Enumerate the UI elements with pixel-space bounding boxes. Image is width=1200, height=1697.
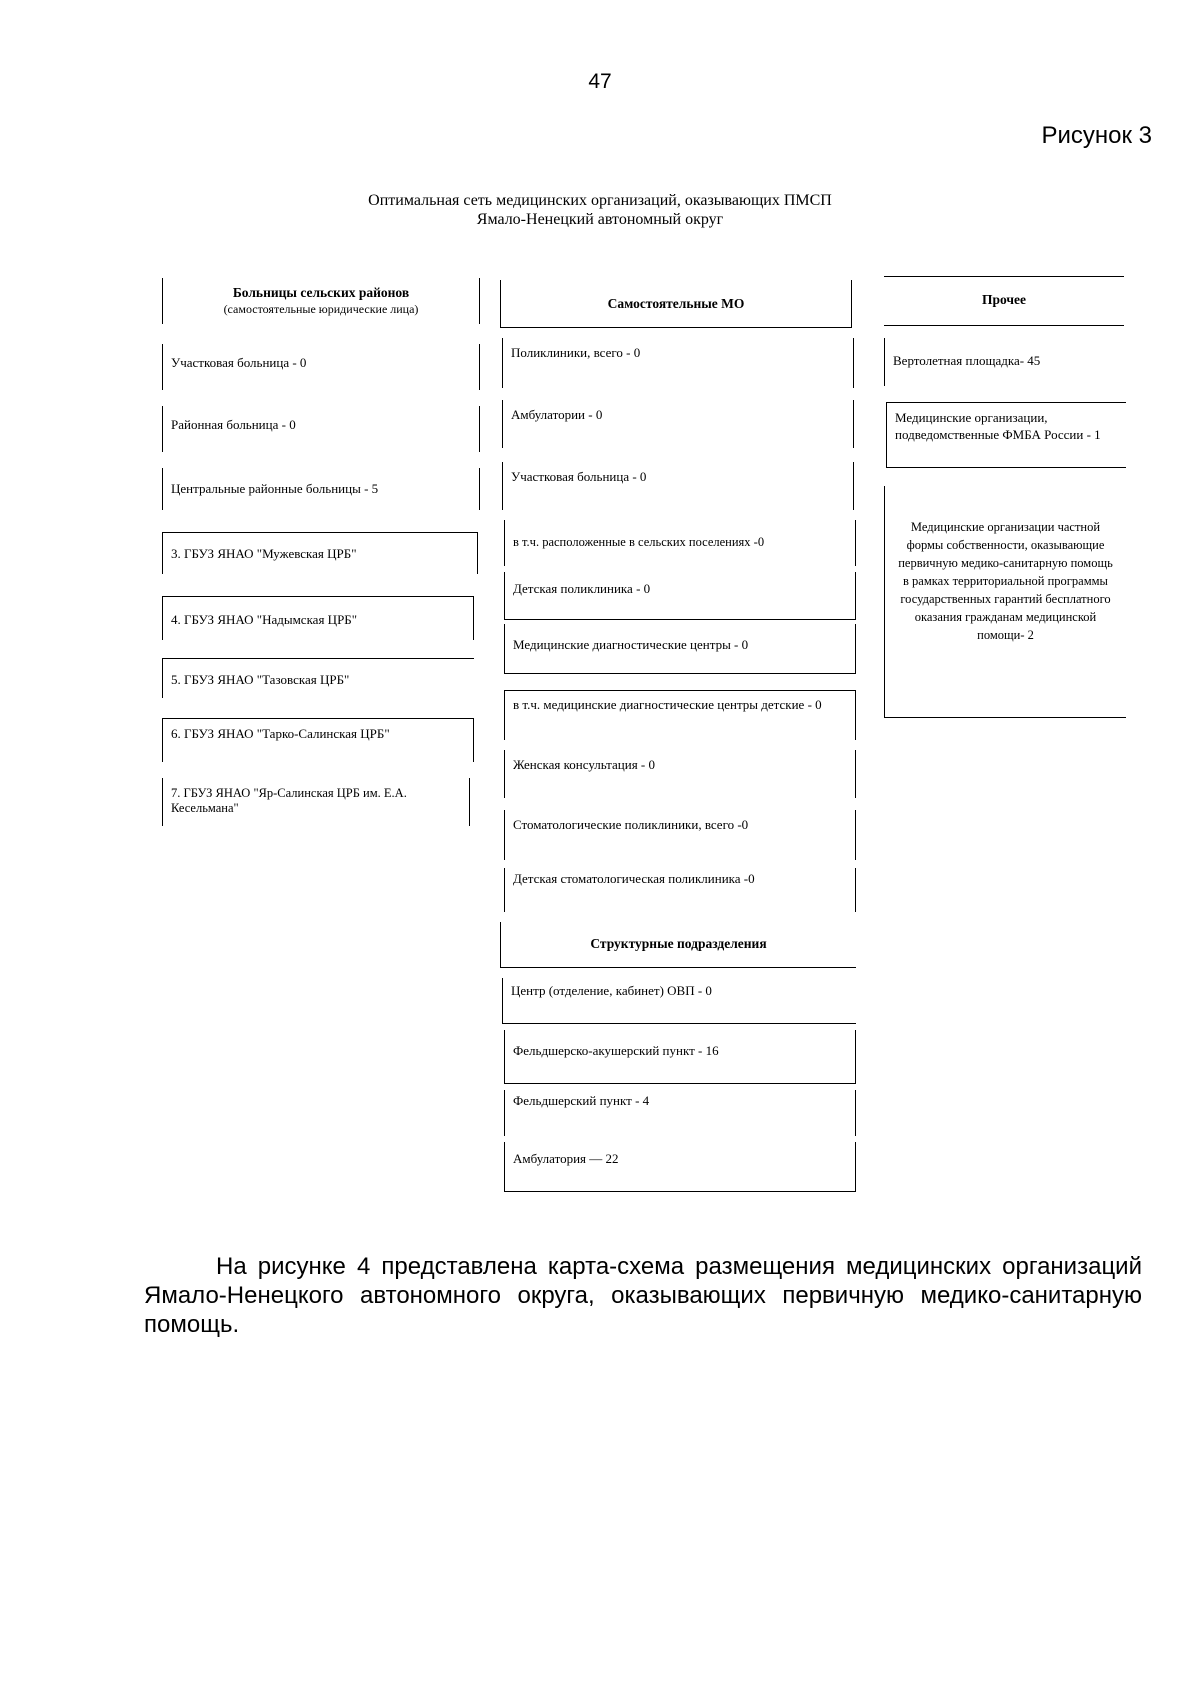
col2-header: Самостоятельные МО [500,280,852,328]
col3-item-fmba: Медицинские организации, подведомственные ФМБА России - 1 [886,402,1126,468]
diagram-title [300,191,900,229]
col2-subheader-structural: Структурные подразделения [500,922,856,968]
col1-item-district-hospital: Районная больница - 0 [162,406,480,452]
col2-item-womens-consultation: Женская консультация - 0 [504,750,856,798]
col2-subitem-feldsher-point: Фельдшерский пункт - 4 [504,1090,856,1136]
col1-item-nadymskaya: 4. ГБУЗ ЯНАО "Надымская ЦРБ" [162,596,474,640]
col1-item-yar-salinskaya: 7. ГБУЗ ЯНАО "Яр-Салинская ЦРБ им. Е.А. Кесельмана" [162,778,470,826]
col3-item-private: Медицинские организации частной формы собственности, оказывающие первичную медико-санитарную помощь в рамках территориальной программы государственных гарантий бесплатного оказания гражданам медицинской помощи- 2 [884,486,1126,718]
page-number: 47 [588,70,612,93]
col1-item-tarko-salinskaya: 6. ГБУЗ ЯНАО "Тарко-Салинская ЦРБ" [162,718,474,762]
figure-label: Рисунок 3 [1041,122,1152,149]
diagram-title-line-2: Ямало-Ненецкий автономный округ [476,211,724,228]
col2-item-rural-located: в т.ч. расположенные в сельских поселениях -0 [504,520,856,566]
col2-subitem-fap: Фельдшерско-акушерский пункт - 16 [504,1030,856,1084]
col1-header-subtitle: (самостоятельные юридические лица) [223,302,419,316]
col2-item-ambulatories: Амбулатории - 0 [502,400,854,448]
col2-item-polyclinics: Поликлиники, всего - 0 [502,338,854,388]
col1-item-tazovskaya: 5. ГБУЗ ЯНАО "Тазовская ЦРБ" [162,658,474,698]
col1-item-muzhevskaya: 3. ГБУЗ ЯНАО "Мужевская ЦРБ" [162,532,478,574]
col3-header: Прочее [884,276,1124,326]
col2-subitem-ambulatory: Амбулатория — 22 [504,1142,856,1192]
col1-item-district-hospital-ward: Участковая больница - 0 [162,344,480,390]
col1-header [162,278,480,324]
col2-item-children-diagnostic-centers: в т.ч. медицинские диагностические центры детские - 0 [504,690,856,740]
body-paragraph: На рисунке 4 представлена карта-схема размещения медицинских организаций Ямало-Ненецкого автономного округа, оказывающих первичную медико-санитарную помощь. [144,1253,1142,1338]
col3-item-helipads: Вертолетная площадка- 45 [884,338,1124,386]
col2-item-ward-hospital: Участковая больница - 0 [502,462,854,510]
col1-header-title: Больницы сельских районов [232,285,410,300]
col2-item-diagnostic-centers: Медицинские диагностические центры - 0 [504,624,856,674]
col1-item-central-hospitals: Центральные районные больницы - 5 [162,468,480,510]
col2-item-dental-polyclinics: Стоматологические поликлиники, всего -0 [504,810,856,860]
col2-item-children-dental: Детская стоматологическая поликлиника -0 [504,868,856,912]
col2-subitem-ovp-center: Центр (отделение, кабинет) ОВП - 0 [502,978,856,1024]
col2-item-children-polyclinic: Детская поликлиника - 0 [504,572,856,620]
diagram-title-line-1: Оптимальная сеть медицинских организаций, оказывающих ПМСП [368,192,832,209]
